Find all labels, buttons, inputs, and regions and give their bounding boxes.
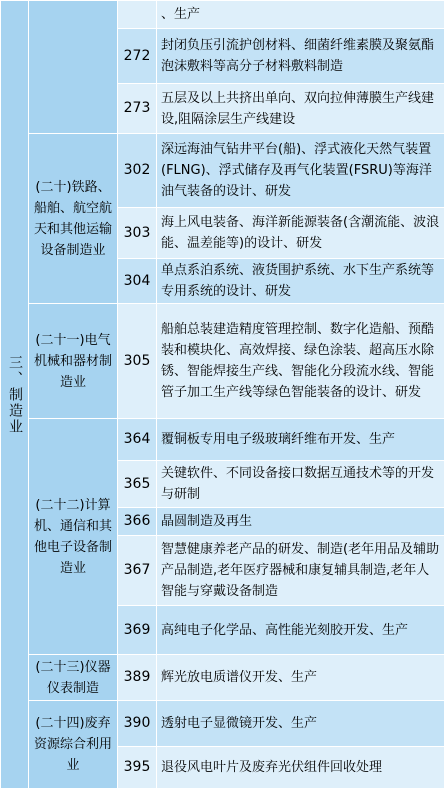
category-cell: (二十三)仪器仪表制造 bbox=[29, 655, 118, 701]
item-description: 透射电子显微镜开发、生产 bbox=[157, 701, 444, 747]
item-description: 退役风电叶片及废弃光伏组件回收处理 bbox=[157, 747, 444, 789]
item-description: 、生产 bbox=[157, 1, 444, 29]
table-row bbox=[1, 134, 444, 208]
item-description: 辉光放电质谱仪开发、生产 bbox=[157, 655, 444, 701]
sector-label: 三、制造业 bbox=[4, 355, 25, 435]
item-number: 367 bbox=[118, 536, 157, 606]
item-description: 智慧健康养老产品的研发、制造(老年用品及辅助产品制造,老年医疗器械和康复辅具制造,老年人智能与穿戴设备制造 bbox=[157, 536, 444, 606]
item-number: 364 bbox=[118, 419, 157, 461]
table-row bbox=[1, 1, 444, 29]
item-number: 366 bbox=[118, 508, 157, 536]
item-description: 封闭负压引流护创材料、细菌纤维素膜及聚氨酯泡沫敷料等高分子材料敷料制造 bbox=[157, 29, 444, 84]
item-description: 高纯电子化学品、高性能光刻胶开发、生产 bbox=[157, 606, 444, 655]
item-number: 365 bbox=[118, 461, 157, 508]
table-row bbox=[1, 655, 444, 701]
item-number: 272 bbox=[118, 29, 157, 84]
table-row bbox=[1, 701, 444, 747]
item-description: 深远海油气钻井平台(船)、浮式液化天然气装置(FLNG)、浮式储存及再气化装置(FSRU)等海洋油气装备的设计、研发 bbox=[157, 134, 444, 208]
sector-cell bbox=[1, 1, 29, 789]
item-number: 305 bbox=[118, 304, 157, 419]
item-number bbox=[118, 1, 157, 29]
item-description: 单点系泊系统、液货围护系统、水下生产系统等专用系统的设计、研发 bbox=[157, 259, 444, 304]
table-row bbox=[1, 419, 444, 461]
table-row bbox=[1, 304, 444, 419]
item-description: 船舶总装建造精度管理控制、数字化造船、预酷装和模块化、高效焊接、绿色涂装、超高压水除锈、智能焊接生产线、智能化分段流水线、智能管子加工生产线等绿色智能装备的设计、研发 bbox=[157, 304, 444, 419]
category-cell: (二十)铁路、船舶、航空航天和其他运输设备制造业 bbox=[29, 134, 118, 304]
item-number: 389 bbox=[118, 655, 157, 701]
item-description: 五层及以上共挤出单向、双向拉伸薄膜生产线建设,阻隔涂层生产线建设 bbox=[157, 84, 444, 134]
item-description: 晶圆制造及再生 bbox=[157, 508, 444, 536]
item-number: 302 bbox=[118, 134, 157, 208]
item-description: 关键软件、不同设备接口数据互通技术等的开发与研制 bbox=[157, 461, 444, 508]
item-description: 海上风电装备、海洋新能源装备(含潮流能、波浪能、温差能等)的设计、研发 bbox=[157, 208, 444, 259]
category-cell: (二十四)废弃资源综合利用业 bbox=[29, 701, 118, 789]
item-number: 303 bbox=[118, 208, 157, 259]
item-number: 369 bbox=[118, 606, 157, 655]
item-number: 395 bbox=[118, 747, 157, 789]
item-description: 覆铜板专用电子级玻璃纤维布开发、生产 bbox=[157, 419, 444, 461]
item-number: 273 bbox=[118, 84, 157, 134]
category-cell: (二十二)计算机、通信和其他电子设备制造业 bbox=[29, 419, 118, 655]
item-number: 304 bbox=[118, 259, 157, 304]
category-cell-previous bbox=[29, 1, 118, 134]
item-number: 390 bbox=[118, 701, 157, 747]
category-cell: (二十一)电气机械和器材制造业 bbox=[29, 304, 118, 419]
